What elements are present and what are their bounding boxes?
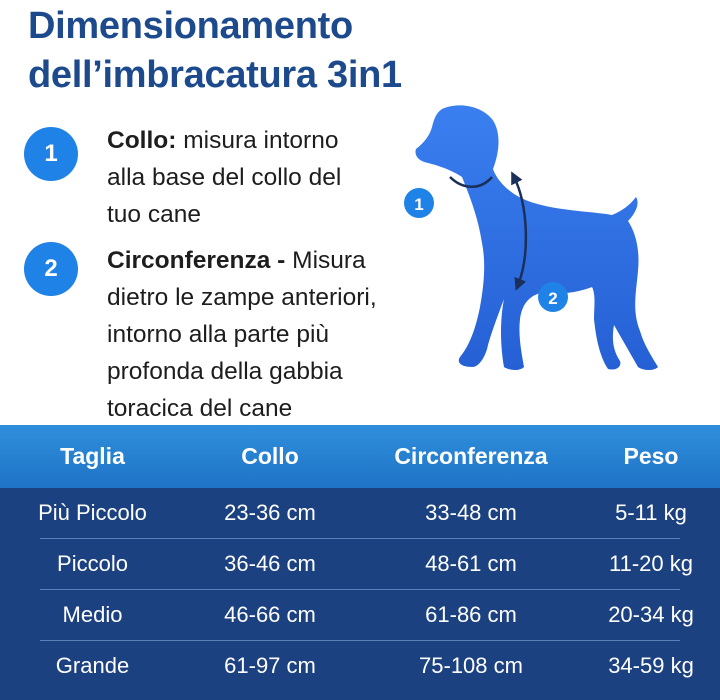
size-table	[0, 425, 720, 700]
step-circonferenza	[0, 242, 420, 422]
table-row	[0, 590, 720, 640]
table-header-row	[0, 425, 720, 488]
step-number-badge-1: 1	[24, 127, 78, 181]
cell-circonferenza: 33-48 cm	[425, 500, 517, 525]
header-peso: Peso	[623, 443, 679, 469]
step-1-text-line: alla base del collo del	[107, 164, 342, 191]
table-row	[0, 488, 720, 538]
dog-silhouette	[416, 105, 659, 370]
step-collo	[0, 120, 420, 230]
step-1-line-1	[107, 122, 407, 159]
header-circonferenza: Circonferenza	[394, 443, 548, 469]
title-line-1: Dimensionamento	[28, 5, 353, 47]
header-collo: Collo	[241, 443, 299, 469]
cell-collo: 46-66 cm	[224, 602, 316, 627]
step-2-text-line: dietro le zampe anteriori,	[107, 284, 377, 311]
dog-illustration	[400, 105, 700, 395]
step-1-text-line: tuo cane	[107, 201, 201, 228]
cell-circonferenza: 48-61 cm	[425, 551, 517, 576]
cell-peso: 11-20 kg	[609, 551, 693, 576]
cell-collo: 36-46 cm	[224, 551, 316, 576]
step-2-text	[107, 242, 407, 427]
cell-circonferenza: 75-108 cm	[419, 653, 523, 678]
cell-collo: 61-97 cm	[224, 653, 316, 678]
step-2-text-line: intorno alla parte più	[107, 321, 330, 348]
cell-peso: 5-11 kg	[615, 500, 687, 525]
marker-1-label: 1	[414, 195, 424, 214]
step-1-text	[107, 122, 407, 233]
cell-taglia: Medio	[62, 602, 123, 627]
table-body	[0, 488, 720, 700]
header-taglia: Taglia	[60, 443, 125, 469]
step-2-line-1	[107, 242, 407, 279]
cell-collo: 23-36 cm	[224, 500, 316, 525]
step-2-label: Circonferenza -	[107, 247, 286, 274]
page-title	[28, 2, 402, 100]
cell-peso: 34-59 kg	[608, 653, 694, 678]
cell-circonferenza: 61-86 cm	[425, 602, 517, 627]
title-line-2: dell’imbracatura 3in1	[28, 54, 402, 96]
cell-taglia: Più Piccolo	[38, 500, 147, 525]
cell-peso: 20-34 kg	[608, 602, 694, 627]
step-2-text-line: profonda della gabbia	[107, 358, 343, 385]
table-row	[0, 539, 720, 589]
step-2-text-line: Misura	[292, 247, 366, 274]
marker-2-label: 2	[548, 289, 558, 308]
table-row	[0, 641, 720, 691]
step-2-text-line: toracica del cane	[107, 395, 293, 422]
cell-taglia: Piccolo	[57, 551, 128, 576]
cell-taglia: Grande	[55, 653, 130, 678]
step-number-badge-2: 2	[24, 242, 78, 296]
step-1-label: Collo:	[107, 127, 177, 154]
step-1-text-line: misura intorno	[183, 127, 339, 154]
